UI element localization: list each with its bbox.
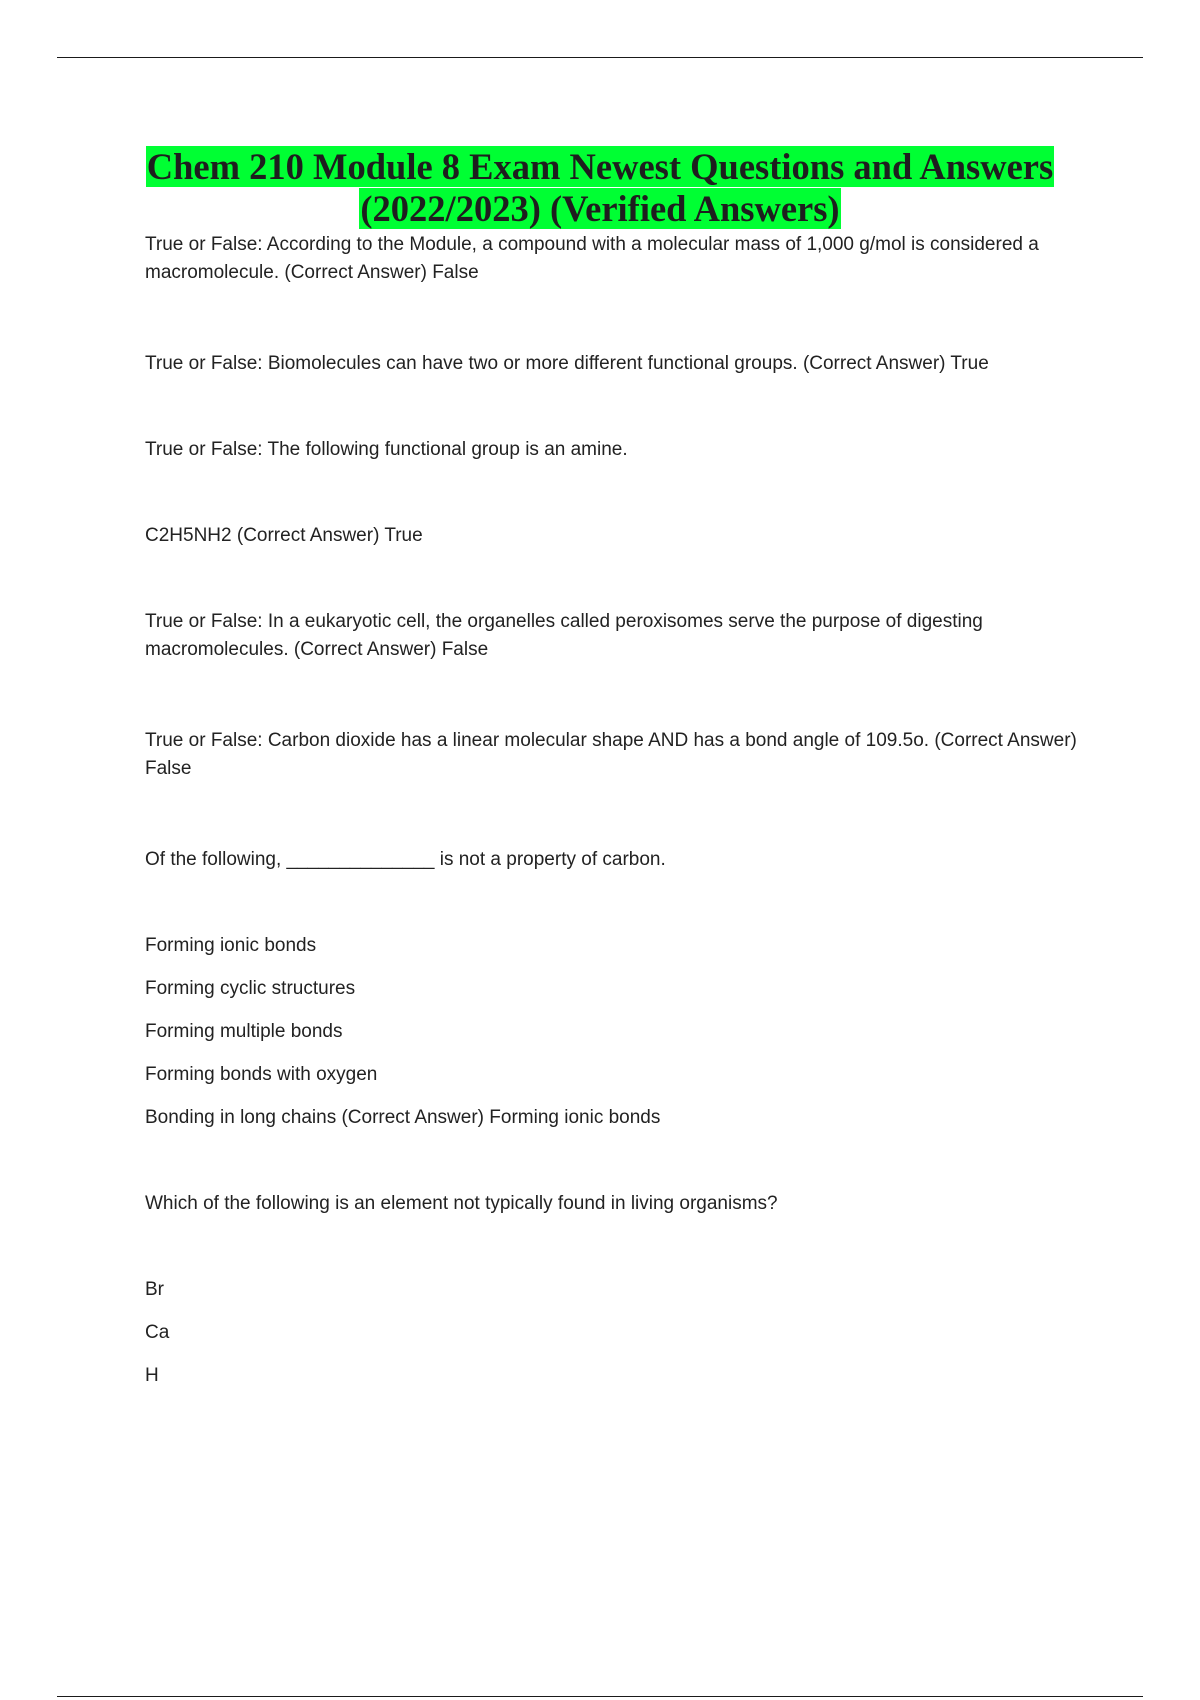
question-7-option-1: Br: [145, 1279, 164, 1300]
document-body: [145, 231, 1095, 1390]
footer-rule: [57, 1696, 1143, 1697]
question-6: Of the following, ______________ is not a property of carbon.: [145, 849, 666, 870]
question-6-option-3: Forming multiple bonds: [145, 1021, 343, 1042]
question-7-option-3: H: [145, 1365, 159, 1386]
question-7-option-2: Ca: [145, 1322, 170, 1343]
question-6-option-5: Bonding in long chains (Correct Answer) Forming ionic bonds: [145, 1107, 661, 1128]
question-1: True or False: According to the Module, a compound with a molecular mass of 1,000 g/mol is considered a macromolecule. (Correct Answer) False: [145, 234, 1039, 283]
document-title: [100, 146, 1100, 230]
title-line-2: (2022/2023) (Verified Answers): [360, 188, 840, 229]
question-3-formula: C2H5NH2 (Correct Answer) True: [145, 525, 423, 546]
question-6-option-2: Forming cyclic structures: [145, 978, 356, 999]
title-line-1: Chem 210 Module 8 Exam Newest Questions and Answers: [146, 146, 1054, 187]
question-4: True or False: In a eukaryotic cell, the organelles called peroxisomes serve the purpose of digesting macromolecules. (Correct Answer) False: [145, 611, 983, 660]
question-5: True or False: Carbon dioxide has a linear molecular shape AND has a bond angle of 109.5o. (Correct Answer) False: [145, 730, 1077, 779]
question-7: Which of the following is an element not typically found in living organisms?: [145, 1193, 778, 1214]
question-3: True or False: The following functional group is an amine.: [145, 439, 628, 460]
question-2: True or False: Biomolecules can have two or more different functional groups. (Correct Answer) True: [145, 353, 989, 374]
header-rule: [57, 57, 1143, 58]
question-6-option-4: Forming bonds with oxygen: [145, 1064, 378, 1085]
question-6-option-1: Forming ionic bonds: [145, 935, 317, 956]
